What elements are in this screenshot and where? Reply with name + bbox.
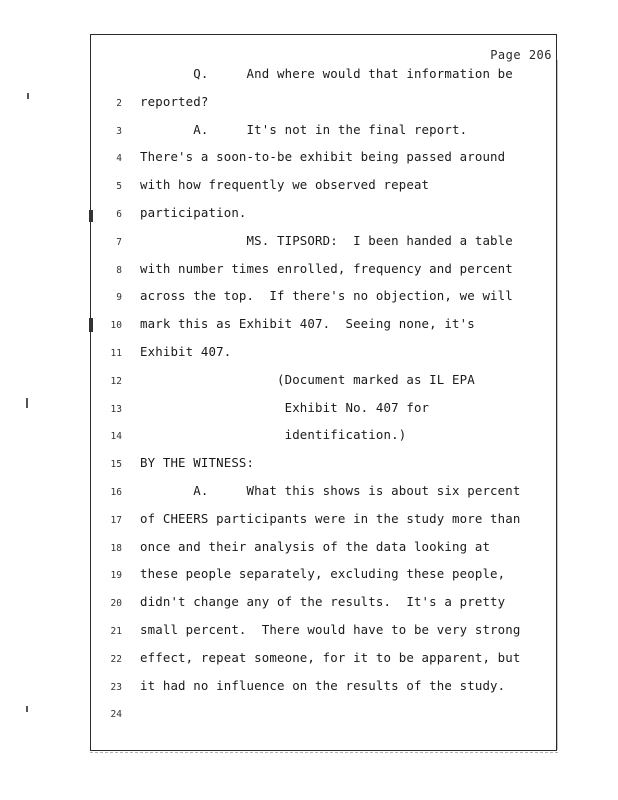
left-margin-mark: [27, 93, 29, 99]
page-number: Page 206: [490, 48, 552, 62]
page-bottom-edge: [90, 752, 558, 757]
line-text: small percent. There would have to be very strong: [140, 622, 521, 637]
line-number: 23: [110, 681, 122, 693]
line-text: A. What this shows is about six percent: [140, 483, 521, 498]
line-number: 2: [116, 97, 122, 109]
line-text: identification.): [140, 427, 407, 443]
line-number: 20: [110, 598, 122, 610]
transcript-line: [0, 149, 618, 169]
left-margin-mark: [26, 706, 28, 712]
line-text: A. It's not in the final report.: [140, 121, 468, 137]
line-number: 11: [110, 348, 122, 359]
line-number: 12: [110, 375, 122, 387]
line-text: MS. TIPSORD: I been handed a table: [140, 232, 513, 248]
line-text: didn't change any of the results. It's a pretty: [140, 594, 506, 610]
line-text: across the top. If there's no objection, we will: [140, 288, 513, 304]
line-number: 16: [110, 487, 122, 498]
line-text: participation.: [140, 205, 247, 220]
transcript-line: [0, 177, 618, 197]
transcript-line: [0, 566, 618, 586]
transcript-line: [0, 511, 618, 531]
transcript-line: [0, 483, 618, 503]
line-number: 8: [116, 264, 122, 276]
line-text: with how frequently we observed repeat: [140, 177, 430, 193]
line-number: 18: [110, 542, 122, 554]
line-text: these people separately, excluding these people,: [140, 566, 506, 582]
transcript-line: [0, 288, 618, 308]
line-number: 6: [116, 209, 122, 220]
line-number: 21: [110, 626, 122, 637]
transcript-line: [0, 122, 618, 142]
line-text: effect, repeat someone, for it to be apparent, but: [140, 649, 521, 665]
line-number: 4: [116, 153, 122, 165]
transcript-line: [0, 678, 618, 698]
line-text: reported?: [140, 93, 209, 109]
line-number: 7: [116, 236, 122, 248]
line-text: once and their analysis of the data looking at: [140, 538, 491, 554]
transcript-line: [0, 400, 618, 420]
line-number: 9: [116, 292, 122, 304]
line-text: mark this as Exhibit 407. Seeing none, it's: [140, 316, 475, 332]
line-text: it had no influence on the results of the study.: [140, 677, 506, 693]
transcript-line: [0, 261, 618, 281]
right-edge-mark: [557, 60, 558, 750]
line-number: 10: [110, 320, 122, 332]
line-number: 22: [110, 653, 122, 665]
left-margin-mark: [26, 398, 28, 408]
line-text: Exhibit No. 407 for: [140, 399, 430, 415]
line-text: Q. And where would that information be: [140, 66, 513, 81]
line-number: 13: [110, 403, 122, 415]
line-number: 17: [110, 514, 122, 526]
transcript-line: [0, 427, 618, 447]
line-text: Exhibit 407.: [140, 344, 232, 359]
transcript-line: [0, 233, 618, 253]
transcript-line: [0, 94, 618, 114]
line-text: There's a soon-to-be exhibit being passed around: [140, 149, 506, 165]
transcript-line: [0, 650, 618, 670]
transcript-line: [0, 455, 618, 475]
transcript-line: [0, 66, 618, 86]
binding-mark: [89, 210, 93, 222]
line-number: 14: [110, 431, 122, 443]
line-number: 5: [116, 181, 122, 193]
line-number: 3: [116, 125, 122, 137]
transcript-line: [0, 705, 618, 725]
transcript-line: [0, 622, 618, 642]
line-text: with number times enrolled, frequency and percent: [140, 260, 513, 276]
transcript-line: [0, 344, 618, 364]
line-number: 19: [110, 570, 122, 582]
line-number: 15: [110, 459, 122, 471]
transcript-line: [0, 594, 618, 614]
line-number: 24: [110, 709, 122, 721]
binding-mark: [89, 318, 93, 332]
transcript-line: [0, 539, 618, 559]
line-text: of CHEERS participants were in the study more than: [140, 510, 521, 526]
transcript-line: [0, 372, 618, 392]
line-text: BY THE WITNESS:: [140, 455, 255, 471]
line-text: (Document marked as IL EPA: [140, 371, 475, 387]
